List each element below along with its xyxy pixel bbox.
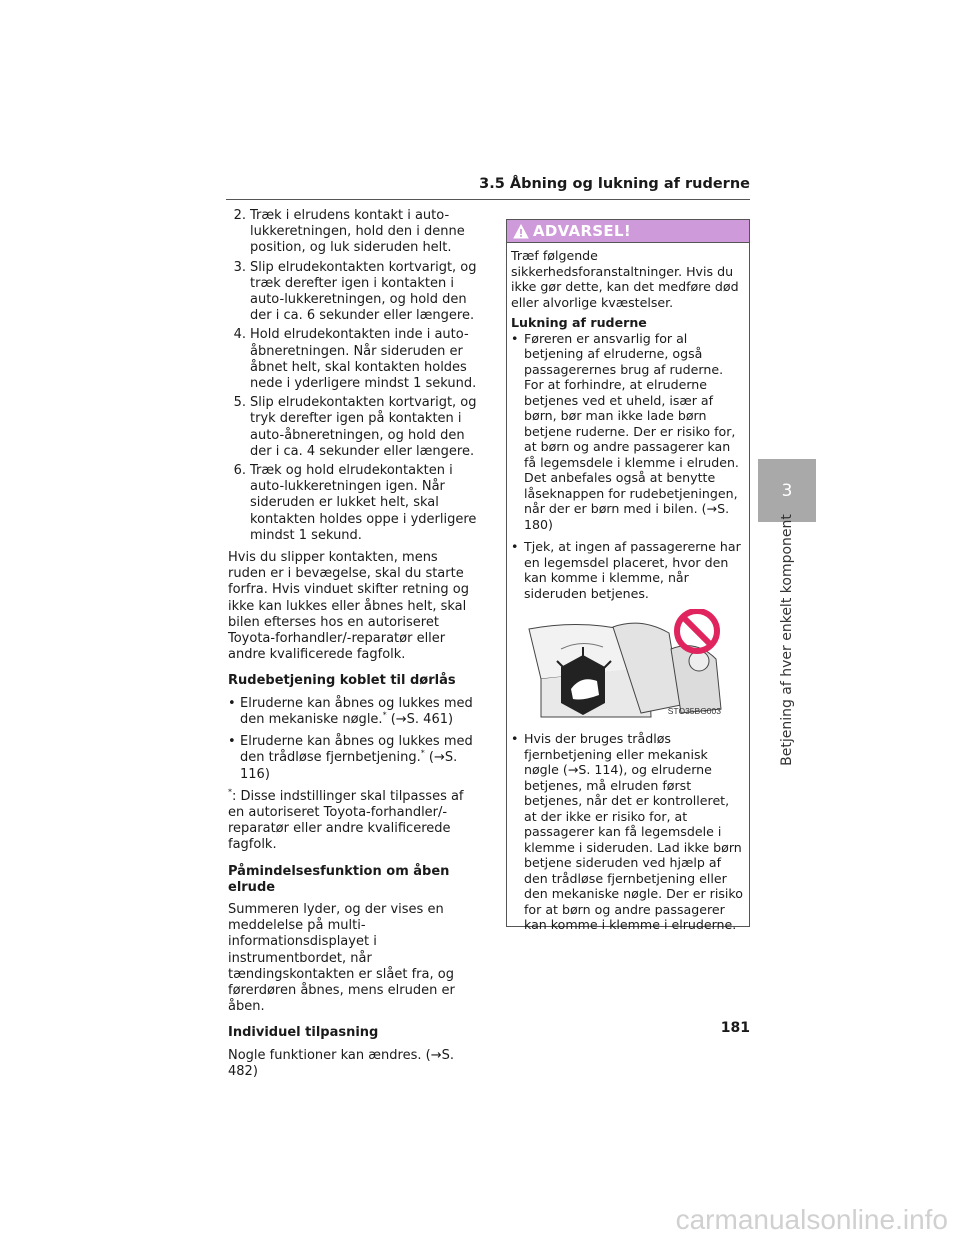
left-column [228, 208, 478, 1088]
section-header: 3.5 Åbning og lukning af ruderne [479, 176, 750, 192]
header-rule [226, 199, 750, 200]
list-item: 4. Hold elrudekontakten inde i auto-åbneretningen. Når sideruden er åbnet helt, skal kontakten holdes nede i yderligere mindst 1 sekund. [233, 327, 477, 392]
warning-triangle-icon [513, 224, 529, 239]
warning-heading: ADVARSEL! [533, 222, 631, 240]
warning-intro: Træf følgende sikkerhedsforanstaltninger. Hvis du ikke gør dette, kan det medføre død eller alvorlige kvæstelser. [511, 248, 739, 310]
warning-list-2 [511, 731, 745, 933]
list-item: • Elruderne kan åbnes og lukkes med den mekaniske nøgle.* (→S. 461) [228, 695, 473, 727]
illustration-code: STO35BG003 [667, 705, 721, 716]
list-item: • Hvis der bruges trådløs fjernbetjening eller mekanisk nøgle (→S. 114), og elruderne betjenes, må elruden først betjenes, når det er kontrolleret, at der ikke er risiko for, at passagerer kan få legemsdele i klemme i sideruden. Lad ikke børn betjene sideruden ved hjælp af den trådløse fjernbetjening eller den mekaniske nøgle. Der er risiko for at børn og andre passagerer kan komme i klemme i elruderne. [511, 731, 743, 932]
page-number: 181 [720, 1020, 750, 1036]
door-lock-title: Rudebetjening koblet til dørlås [228, 673, 456, 689]
list-item: 3. Slip elrudekontakten kortvarigt, og træk derefter igen i kontakten i auto-lukkeretningen, og hold den der i ca. 6 sekunder eller længere. [233, 259, 477, 324]
door-lock-list [228, 696, 478, 783]
list-item: • Føreren er ansvarlig for al betjening af elruderne, også passagerernes brug af ruderne. For at forhindre, at elruderne betjenes ved et uheld, især af børn, bør man ikke lade børn betjene ruderne. Der er risiko for, at børn og andre passagerer kan få legemsdele i klemme i elruden. Det anbefales også at benytte låseknappen for rudebetjeningen, når der er børn med i bilen. (→S. 180) [511, 330, 739, 532]
warning-list [511, 331, 745, 602]
watermark: carmanualsonline.info [675, 1204, 948, 1235]
list-item: 5. Slip elrudekontakten kortvarigt, og tryk derefter igen på kontakten i auto-åbneretningen, og hold den der i ca. 4 sekunder eller længere. [233, 395, 477, 459]
custom-title: Individuel tilpasning [228, 1025, 379, 1041]
list-item: • Tjek, at ingen af passagererne har en legemsdel placeret, hvor den kan komme i klemme, når sideruden betjenes. [511, 539, 741, 601]
footnote: *: Disse indstillinger skal tilpasses af en autoriseret Toyota-forhandler/-reparatør eller andre kvalificerede fagfolk. [228, 787, 464, 853]
warning-body [507, 243, 749, 933]
chapter-label: Betjening af hver enkelt komponent [779, 514, 795, 766]
release-paragraph: Hvis du slipper kontakten, mens ruden er i bevægelse, skal du starte forfra. Hvis vinduet skifter retning og ikke kan lukkes eller åbnes helt, skal bilen efterses hos en autoriseret Toyota-forhandler/-reparatør eller andre kvalificerede fagfolk. [228, 550, 469, 663]
custom-text: Nogle funktioner kan ændres. (→S. 482) [228, 1047, 454, 1079]
list-item: 6. Træk og hold elrudekontakten i auto-lukkeretningen igen. Når sideruden er lukket helt, skal kontakten holdes oppe i yderligere mindst 1 sekund. [233, 463, 477, 543]
reminder-title: Påmindelsesfunktion om åben elrude [228, 863, 450, 895]
window-pinch-illustration [521, 609, 727, 721]
steps-list [228, 208, 478, 544]
warning-header [507, 220, 749, 243]
chapter-tab: 3 [758, 459, 816, 522]
reminder-text: Summeren lyder, og der vises en meddelelse på multi-informationsdisplayet i instrumentbordet, når tændingskontakten er slået fra, og førerdøren åbnes, mens elruden er åben. [228, 901, 455, 1015]
list-item: • Elruderne kan åbnes og lukkes med den trådløse fjernbetjening.* (→S. 116) [228, 734, 473, 782]
list-item: 2. Træk i elrudens kontakt i auto-lukkeretningen, hold den i denne position, og luk sideruden helt. [233, 208, 465, 256]
warning-box [506, 219, 750, 932]
warning-subtitle: Lukning af ruderne [511, 315, 647, 330]
